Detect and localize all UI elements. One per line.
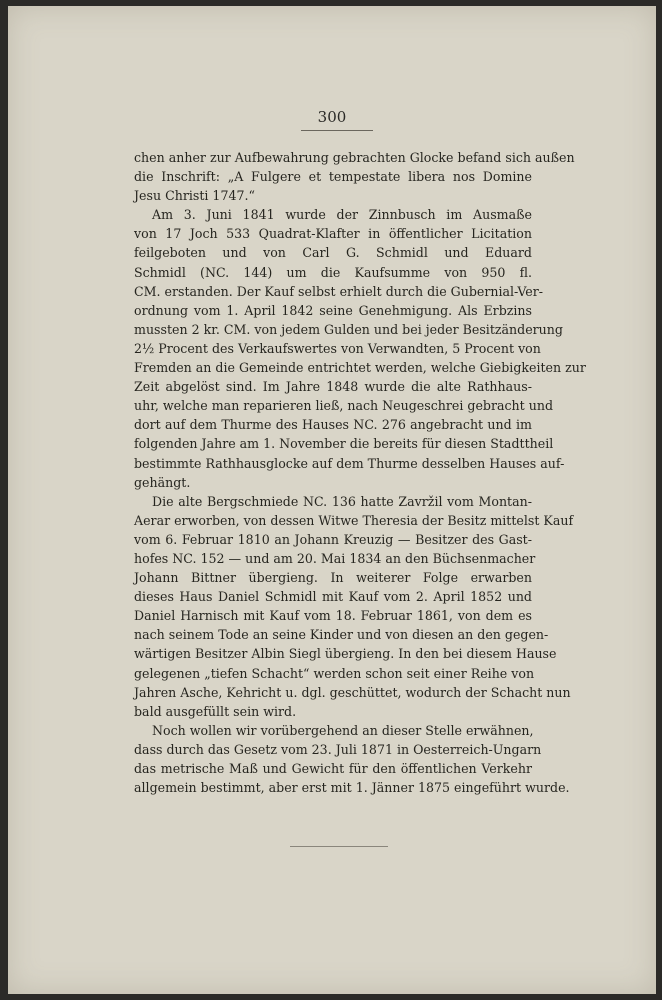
text-line: Fremden an die Gemeinde entrichtet werden, welche Giebigkeiten zur — [134, 360, 586, 376]
text-line: nach seinem Tode an seine Kinder und von diesen an den gegen- — [134, 627, 549, 643]
text-line: CM. erstanden. Der Kauf selbst erhielt durch die Gubernial-Ver- — [134, 283, 544, 299]
text-line: Johann Bittner übergieng. In weiterer Folge erwarben — [134, 570, 532, 586]
text-line: Jahren Asche, Kehricht u. dgl. geschüttet, wodurch der Schacht nun — [134, 684, 571, 700]
text-line: hofes NC. 152 — und am 20. Mai 1834 an den Büchsenmacher — [134, 550, 536, 566]
text-line: allgemein bestimmt, aber erst mit 1. Jänner 1875 eingeführt wurde. — [134, 780, 570, 796]
text-line: Die alte Bergschmiede NC. 136 hatte Zavržil vom Montan- — [152, 493, 532, 509]
text-line: bestimmte Rathhausglocke auf dem Thurme desselben Hauses auf- — [134, 455, 565, 471]
text-line: feilgeboten und von Carl G. Schmidl und Eduard — [134, 245, 532, 261]
text-line: die Inschrift: „A Fulgere et tempestate libera nos Domine — [134, 169, 532, 185]
text-line: mussten 2 kr. CM. von jedem Gulden und bei jeder Besitzänderung — [134, 321, 563, 337]
footer-rule — [290, 846, 388, 847]
text-line: dort auf dem Thurme des Hauses NC. 276 angebracht und im — [134, 417, 532, 433]
text-line: wärtigen Besitzer Albin Siegl übergieng. In den bei diesem Hause — [134, 646, 557, 662]
text-line: dass durch das Gesetz vom 23. Juli 1871 in Oesterreich-Ungarn — [134, 741, 542, 757]
page-number: 300 — [317, 108, 347, 126]
body-text — [134, 148, 586, 797]
text-line: bald ausgefüllt sein wird. — [134, 703, 297, 719]
header-rule — [301, 130, 373, 131]
text-line: das metrische Maß und Gewicht für den öffentlichen Verkehr — [134, 761, 532, 776]
text-line: Schmidl (NC. 144) um die Kaufsumme von 950 fl. — [134, 264, 532, 280]
book-page — [8, 6, 656, 994]
text-line: Daniel Harnisch mit Kauf vom 18. Februar 1861, von dem es — [134, 608, 532, 624]
text-line: Jesu Christi 1747.“ — [134, 188, 255, 204]
text-line: gelegenen „tiefen Schacht“ werden schon seit einer Reihe von — [134, 665, 535, 681]
text-line: folgenden Jahre am 1. November die bereits für diesen Stadttheil — [134, 436, 554, 452]
text-line: chen anher zur Aufbewahrung gebrachten Glocke befand sich außen — [134, 150, 575, 165]
text-line: 2½ Procent des Verkaufswertes von Verwandten, 5 Procent von — [134, 340, 541, 356]
text-line: uhr, welche man reparieren ließ, nach Neugeschrei gebracht und — [134, 398, 553, 414]
text-line: Noch wollen wir vorübergehend an dieser Stelle erwähnen, — [152, 722, 534, 738]
text-line: vom 6. Februar 1810 an Johann Kreuzig — Besitzer des Gast- — [134, 531, 532, 547]
text-line: dieses Haus Daniel Schmidl mit Kauf vom 2. April 1852 und — [134, 589, 532, 605]
text-line: Zeit abgelöst sind. Im Jahre 1848 wurde die alte Rathhaus- — [134, 379, 532, 395]
text-line: Aerar erworben, von dessen Witwe Theresia der Besitz mittelst Kauf — [134, 512, 574, 528]
text-line: gehängt. — [134, 474, 191, 490]
text-line: ordnung vom 1. April 1842 seine Genehmigung. Als Erbzins — [134, 302, 532, 318]
text-line: von 17 Joch 533 Quadrat-Klafter in öffentlicher Licitation — [134, 226, 532, 242]
text-line: Am 3. Juni 1841 wurde der Zinnbusch im Ausmaße — [152, 207, 532, 223]
